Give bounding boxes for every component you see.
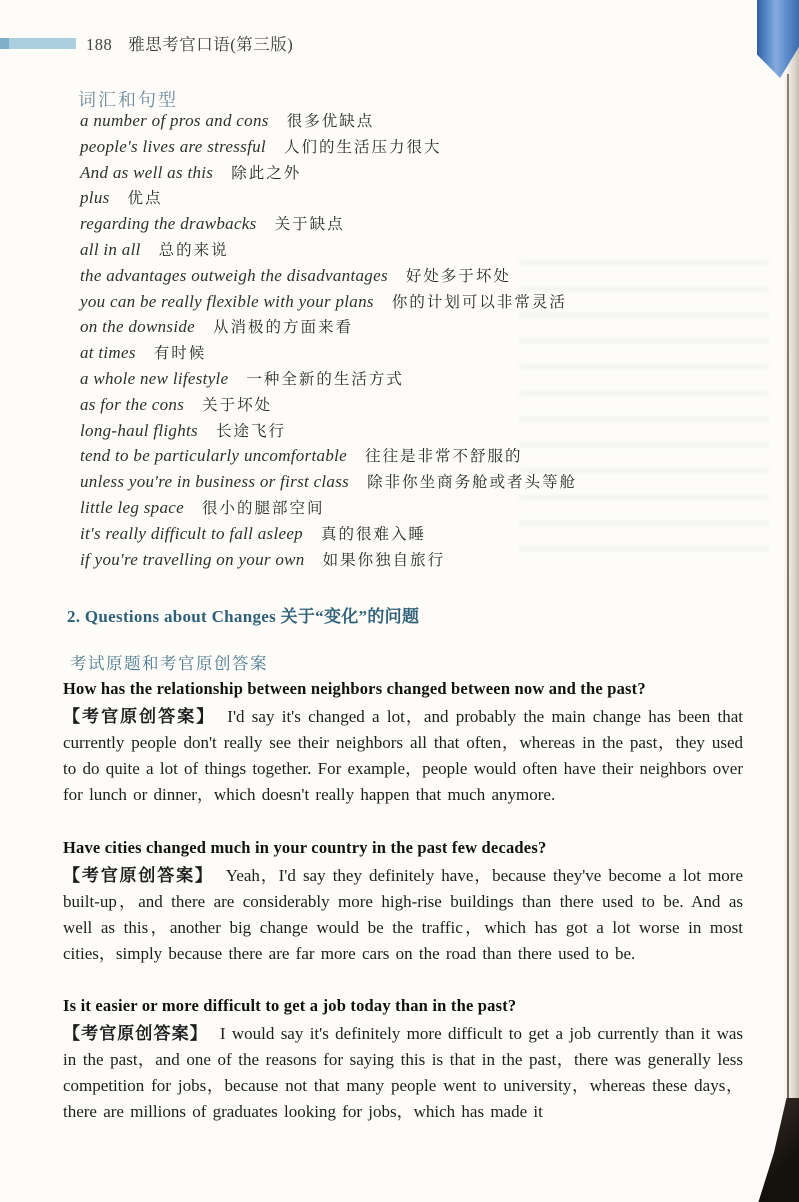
subsection-heading: 考试原题和考官原创答案 [70,654,268,673]
vocab-item [80,340,740,366]
vocab-english: it's really difficult to fall asleep [80,523,303,543]
vocab-item [80,134,740,160]
vocab-chinese: 你的计划可以非常灵活 [391,293,567,311]
question-text: Have cities changed much in your country in the past few decades? [63,838,547,857]
vocab-english: you can be really flexible with your plans [80,291,374,311]
vocab-item [80,495,740,521]
vocab-section-heading: 词汇和句型 [78,90,178,110]
answer-paragraph [63,704,743,808]
section-heading: 2. Questions about Changes 关于“变化”的问题 [67,607,420,626]
vocab-item [80,289,740,315]
page-header [86,31,293,55]
vocab-chinese: 往往是非常不舒服的 [365,448,523,466]
vocab-english: the advantages outweigh the disadvantages [80,265,388,285]
question-text: Is it easier or more difficult to get a job today than in the past? [63,996,517,1015]
book-title: 雅思考官口语(第三版) [128,35,294,54]
vocab-item [80,185,740,211]
vocab-chinese: 除非你坐商务舱或者头等舱 [367,474,578,492]
vocab-english: And as well as this [80,162,214,182]
vocab-english: a whole new lifestyle [80,368,229,388]
vocab-item [80,418,740,444]
vocab-item [80,160,740,186]
qa-block [63,838,743,967]
vocab-item [80,547,740,573]
answer-label: 【考官原创答案】 [63,707,216,726]
vocab-chinese: 如果你独自旅行 [322,551,446,569]
vocab-item [80,392,740,418]
vocab-item [80,314,740,340]
question-text: How has the relationship between neighbors changed between now and the past? [63,679,646,698]
vocab-chinese: 关于缺点 [274,216,345,234]
book-page-edge-line [787,74,789,1202]
answer-text: I'd say it's changed a lot，and probably the main change has been that currently people don't really see their neighbors all that often，whereas in the past，they used to do quite a lot of things together. For example，people would often have their neighbors over for lunch or dinner，which doesn't really happen that much anymore. [63,707,744,804]
vocab-chinese: 有时候 [153,345,207,363]
qa-block [63,996,743,1125]
vocab-english: all in all [80,239,141,259]
vocab-english: people's lives are stressful [80,136,266,156]
vocab-chinese: 长途飞行 [215,422,286,440]
answer-label: 【考官原创答案】 [63,1024,208,1043]
vocab-item [80,443,740,469]
vocab-chinese: 真的很难入睡 [320,525,426,543]
vocab-chinese: 一种全新的生活方式 [246,370,404,388]
vocab-item [80,521,740,547]
vocab-chinese: 关于坏处 [202,396,273,414]
header-accent-bar [0,38,76,49]
vocab-english: on the downside [80,317,195,337]
vocab-item [80,211,740,237]
page-corner-shadow [747,1098,799,1202]
answer-text: I would say it's definitely more difficult to get a job currently than it was in the past，and one of the reasons for saying this is that in the past，there was generally less competition for jobs，because not that many people went to university，whereas these days，there are millions of graduates looking for jobs，which has made it [63,1024,744,1121]
answer-label: 【考官原创答案】 [63,866,214,885]
vocab-chinese: 很小的腿部空间 [201,499,325,517]
vocab-chinese: 很多优缺点 [286,113,375,130]
answer-paragraph [63,1021,743,1125]
qa-block [63,679,743,808]
vocab-english: as for the cons [80,394,185,414]
vocab-english: plus [80,188,110,208]
vocab-english: little leg space [80,497,184,517]
vocab-english: a number of pros and cons [80,111,269,130]
vocab-english: at times [80,343,136,363]
vocab-english: if you're travelling on your own [80,549,305,569]
vocab-chinese: 除此之外 [231,164,302,182]
vocab-english: regarding the drawbacks [80,214,257,234]
page-number: 188 [86,35,113,54]
vocab-item [80,108,740,134]
vocab-english: unless you're in business or first class [80,472,350,492]
vocab-item [80,237,740,263]
vocab-list [80,108,740,572]
vocab-item [80,366,740,392]
answer-paragraph [63,863,743,967]
vocab-chinese: 从消极的方面来看 [213,319,354,337]
vocab-item [80,263,740,289]
vocab-chinese: 好处多于坏处 [405,267,511,285]
vocab-chinese: 人们的生活压力很大 [283,138,442,156]
vocab-item [80,469,740,495]
vocab-chinese: 总的来说 [158,241,229,259]
header-accent-bar-cap [0,38,9,49]
answer-text: Yeah，I'd say they definitely have，because they've become a lot more built-up，and there are considerably more high-rise buildings than there used to be. And as well as this，another big change would be the traffic，which has got a lot worse in most cities，simply because there are far more cars on the road than there used to be. [63,866,744,963]
vocab-english: tend to be particularly uncomfortable [80,446,348,466]
vocab-chinese: 优点 [127,190,163,208]
vocab-english: long-haul flights [80,420,198,440]
